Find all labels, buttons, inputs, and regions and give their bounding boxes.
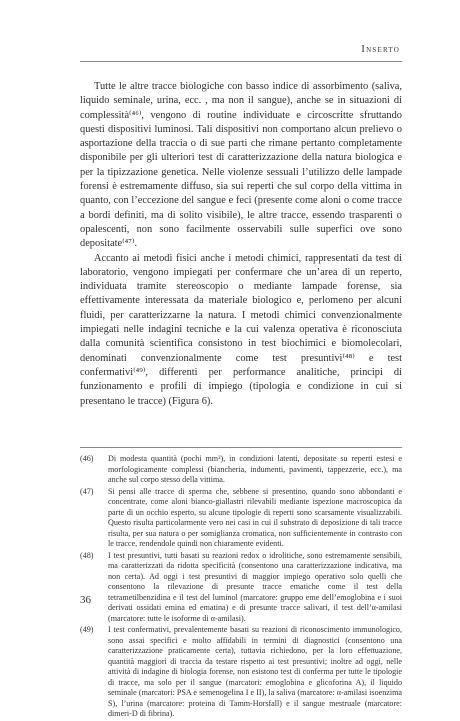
- paragraph: Accanto ai metodi fisici anche i metodi chimici, rappresentati da test di laboratorio, vengono impiegati per confermare che un’area di un reperto, individuata tramite stereoscopio o mediante lampade forense, sia effettivamente interessata da materiale biologico e, perlomeno per alcuni fluidi, per caratterizzarne la natura. I metodi chimici convenzionalmente impiegati nelle indagini tecniche e la cui valenza operativa è riconosciuta dalla comunità scientifica consistono in test biochimici e biomolecolari, denominati convenzionalmente come test presuntivi⁽⁴⁸⁾ e test confermativi⁽⁴⁹⁾, differenti per performance analitiche, principi di funzionamento e profili di impiego (tipologia e condizione in cui si presentano le tracce) (Figura 6).: [80, 252, 402, 407]
- footnote-text: Si pensi alle tracce di sperma che, sebbene si presentino, quando sono abbondanti e concentrate, come aloni bianco-giallastri rilevabili mediante ispezione macroscopica da parte di un occhio esperto, su alcune tipologie di reperti sono scarsamente visualizzabili. Questo risulta particolarmente vero nei casi in cui il substrato di deposizione di tali tracce risulta, per sua natura o per somiglianza cromatica, non sufficientemente in contrasto con le tracce, rendendole quindi non chiaramente evidenti.: [108, 486, 402, 548]
- footnote-separator: [80, 447, 402, 448]
- footnote-number: (48): [80, 550, 94, 560]
- footnote-number: (49): [80, 625, 94, 634]
- footnote-text: Di modesta quantità (pochi mm²), in condizioni latenti, depositate su reperti estesi e morfologicamente complessi (biancheria, indumenti, pavimenti, tappezzerie, ecc.), ma anche sul corpo stesso della vittima.: [108, 454, 402, 484]
- footnote: [80, 625, 402, 720]
- footnote: [80, 487, 402, 550]
- footnote: [80, 551, 402, 625]
- footnote-number: (47): [80, 486, 94, 496]
- page-number: 36: [80, 594, 91, 606]
- footnote-number: (46): [80, 454, 94, 463]
- paragraph: Tutte le altre tracce biologiche con basso indice di assorbimento (saliva, liquido seminale, urina, ecc. , ma non il sangue), anche se in situazioni di complessità⁽⁴⁶⁾, vengono di routine individuate e circoscritte sfruttando questi dispositivi luminosi. Tali dispositivi non comportano alcun prelievo o asportazione della traccia o di sue parti che rimane pertanto completamente disponibile per gli ulteriori test di caratterizzazione della natura biologica e per la tipizzazione genetica. Nelle violenze sessuali l’utilizzo delle lampade forensi è estremamente diffuso, sia sui reperti che sul corpo della vittima in quanto, con l’eccezione del sangue e feci (presente come aloni o come tracce a bordi definiti, ma di solito visibile), le altre tracce, essendo trasparenti o opalescenti, non sono facilmente osservabili sulle superfici ove sono depositate⁽⁴⁷⁾.: [80, 81, 402, 250]
- footnote-text: I test presuntivi, tutti basati su reazioni redox o idrolitiche, sono estremamente sensibili, ma caratterizzati da ridotta specificità (consentono una caratterizzazione indicativa, ma non certa). Ad oggi i test presuntivi di maggior impiego operativo solo quelli che consentono la rilevazione di presunte tracce ematiche come il test della tetrametilbenzidina e il test del luminol (marcatore: gruppo eme dell’emoglobina e i suoi derivati ossidati emina ed ematina) e di presunte tracce salivari, il test dell’α-amilasi (marcatore: tutte le isoforme di α-amilasi).: [108, 550, 402, 623]
- body-text: [80, 80, 402, 409]
- footnote-text: I test confermativi, prevalentemente basati su reazioni di riconoscimento immunologico, sono assai specifici e molto affidabili in termini di diagnostici (consentono una caratterizzazione praticamente certa), tuttavia richiedono, per la loro effettuazione, quantità maggiori di traccia da testare rispetto ai test presuntivi; inoltre ad oggi, nelle attività di indagine di biologia forense, non esistono test di conferma per tutte le tipologie di tracce, ma solo per il sangue (marcatori: emoglobina e glicoforina A), il liquido seminale (marcatori: PSA e semenogelina I e II), la saliva (marcatore: α-amilasi isoenzima S), l’urina (marcatore: proteina di Tamm-Horsfall) e il sangue mestruale (marcatore: dimeri-D di fibrina).: [108, 625, 402, 718]
- footnote: [80, 454, 402, 486]
- header-rule: [80, 61, 402, 62]
- footnotes: [80, 454, 402, 721]
- running-head: Inserto: [361, 44, 400, 55]
